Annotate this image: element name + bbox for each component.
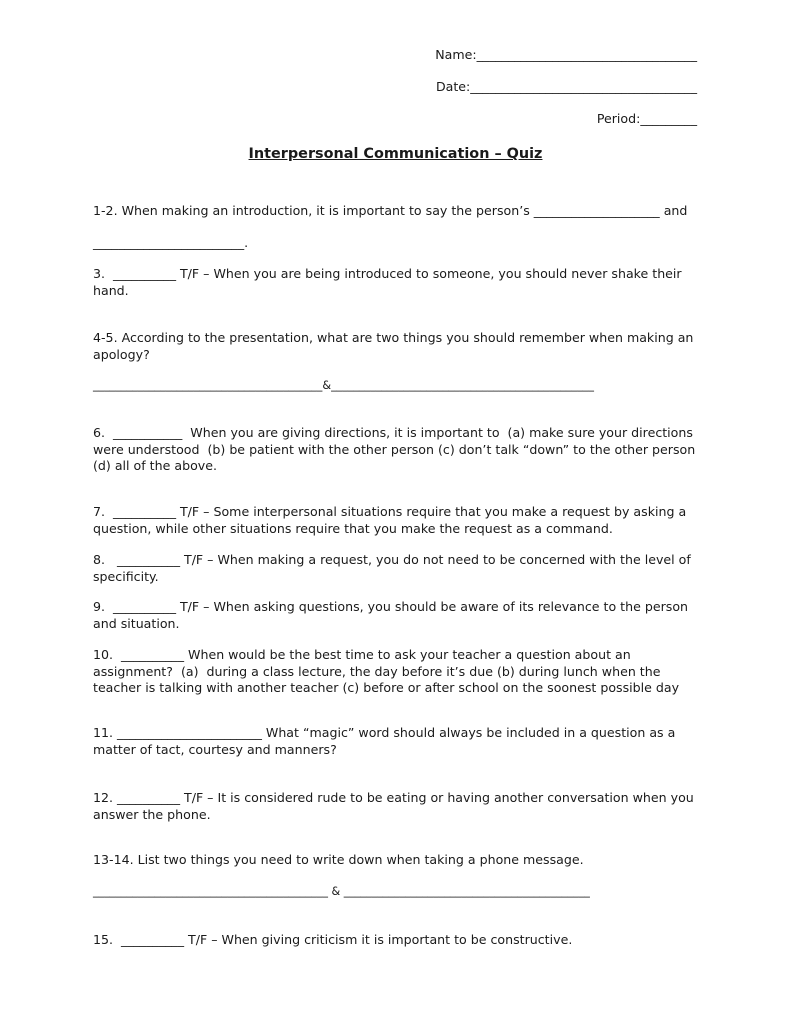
question-9: 9. __________ T/F – When asking questions, you should be aware of its relevance to the person and situation.	[93, 599, 693, 631]
question-1-2-blank: ________________________.	[93, 235, 249, 250]
question-3: 3. __________ T/F – When you are being introduced to someone, you should never shake their hand.	[93, 266, 686, 298]
period-field[interactable]: Period:_________	[596, 111, 697, 126]
name-field[interactable]: Name:___________________________________	[435, 47, 697, 62]
question-4-5: 4-5. According to the presentation, what are two things you should remember when making an apology?	[93, 330, 698, 362]
question-7: 7. __________ T/F – Some interpersonal situations require that you make a request by asking a question, while other situations require that you make the request as a command.	[93, 504, 691, 536]
page-title: Interpersonal Communication – Quiz	[248, 146, 543, 162]
question-1-2: 1-2. When making an introduction, it is important to say the person’s ____________________ and	[93, 203, 688, 218]
question-13-14-blanks: __________________________________________ & ____________________________________________	[93, 885, 590, 898]
date-field[interactable]: Date:____________________________________	[435, 79, 697, 94]
question-10: 10. __________ When would be the best time to ask your teacher a question about an assignment? (a) during a class lecture, the day before it’s due (b) during lunch when the teacher is talking with another teacher (c) before or after school on the soonest possible day	[93, 647, 680, 695]
question-11: 11. _______________________ What “magic” word should always be included in a question as a matter of tact, courtesy and manners?	[93, 725, 680, 757]
question-6: 6. ___________ When you are giving directions, it is important to (a) make sure your directions were understood (b) be patient with the other person (c) don’t talk “down” to the other person (d) all of the above.	[93, 425, 700, 473]
question-8: 8. __________ T/F – When making a request, you do not need to be concerned with the level of specificity.	[93, 552, 695, 584]
question-4-5-blanks: _________________________________________&_______________________________________________	[93, 379, 594, 392]
question-15: 15. __________ T/F – When giving criticism it is important to be constructive.	[93, 932, 573, 947]
question-12: 12. __________ T/F – It is considered rude to be eating or having another conversation when you answer the phone.	[93, 790, 698, 822]
question-13-14: 13-14. List two things you need to write down when taking a phone message.	[93, 852, 584, 867]
